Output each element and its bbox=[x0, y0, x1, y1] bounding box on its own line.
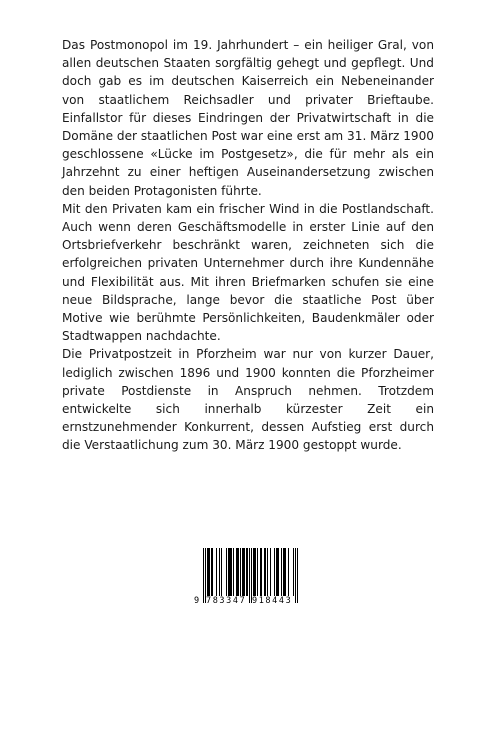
barcode-bar bbox=[238, 548, 239, 596]
barcode-bar bbox=[277, 548, 278, 596]
barcode-bar bbox=[211, 548, 212, 596]
barcode-bar bbox=[244, 548, 245, 596]
barcode-bar bbox=[242, 548, 243, 596]
barcode-bar bbox=[288, 548, 289, 596]
barcode-bar bbox=[229, 548, 230, 596]
barcode-bar bbox=[283, 548, 284, 596]
barcode-bar bbox=[228, 548, 229, 596]
barcode-bar bbox=[264, 548, 265, 596]
barcode-bar bbox=[274, 548, 275, 596]
barcode-bar bbox=[212, 548, 213, 596]
isbn-barcode bbox=[194, 548, 304, 612]
barcode-bar bbox=[285, 548, 286, 596]
barcode-bar bbox=[221, 548, 222, 596]
barcode-bar bbox=[207, 548, 208, 596]
paragraph-1: Das Postmonopol im 19. Jahrhundert – ein heiliger Gral, von allen deutschen Staaten sorgfältig gehegt und gepflegt. Und doch gab es im deutschen Kaiserreich ein Nebeneinander von staatlichem Reichsadler und privater Brieftaube. Einfallstor für dieses Eindringen der Privatwirtschaft in die Domäne der staatlichen Post war eine erst am 31. März 1900 geschlossene «Lücke im Postgesetz», die für mehr als ein Jahrzehnt zu einer heftigen Auseinandersetzung zwischen den beiden Protagonisten führte. bbox=[62, 38, 434, 198]
barcode-bar bbox=[278, 548, 279, 596]
paragraph-2: Mit den Privaten kam ein frischer Wind in die Postlandschaft. Auch wenn deren Geschäftsmodelle in erster Linie auf den Ortsbriefverkehr beschränkt waren, zeichneten sich die erfolgreichen privaten Unternehmer durch ihre Kundennähe und Flexibilität aus. Mit ihren Briefmarken schufen sie eine neue Bildsprache, lange bevor die staatliche Post über Motive wie berühmte Persönlichkeiten, Baudenkmäler oder Stadtwappen nachdachte. bbox=[62, 201, 434, 344]
barcode-bar bbox=[246, 548, 247, 596]
paragraph-3: Die Privatpostzeit in Pforzheim war nur von kurzer Dauer, lediglich zwischen 1896 und 1900 konnten die Pforzheimer private Postdienste in Anspruch nehmen. Trotzdem entwickelte sich innerhalb kürzester Zeit ein ernstzunehmender Konkurrent, dessen Aufstieg erst durch die Verstaatlichung zum 30. März 1900 gestoppt wurde. bbox=[62, 347, 434, 453]
barcode-bar bbox=[243, 548, 244, 596]
barcode-bar bbox=[208, 548, 209, 596]
barcode-bar bbox=[209, 548, 210, 596]
barcode-bar bbox=[216, 548, 217, 596]
barcode-right-digits: 918443 bbox=[252, 596, 293, 606]
barcode-first-digit: 9 bbox=[194, 596, 200, 606]
barcode-bar bbox=[219, 548, 220, 596]
barcode-bar bbox=[260, 548, 261, 596]
barcode-bar bbox=[233, 548, 234, 596]
barcode-guard-bar bbox=[203, 548, 204, 603]
blurb-text bbox=[62, 36, 434, 455]
barcode-bar bbox=[257, 548, 258, 596]
barcode-bar bbox=[293, 548, 294, 596]
barcode-bar bbox=[226, 548, 227, 596]
barcode-bar bbox=[261, 548, 262, 596]
barcode-guard-bar bbox=[295, 548, 296, 603]
barcode-bar bbox=[276, 548, 277, 596]
barcode-bar bbox=[284, 548, 285, 596]
barcode-bar bbox=[247, 548, 248, 596]
barcode-guard-bar bbox=[251, 548, 252, 603]
barcode-bar bbox=[237, 548, 238, 596]
barcode-guard-bar bbox=[249, 548, 250, 603]
barcode-bar bbox=[236, 548, 237, 596]
barcode-bar bbox=[253, 548, 254, 596]
barcode-bar bbox=[270, 548, 271, 596]
barcode-bar bbox=[255, 548, 256, 596]
barcode-guard-bar bbox=[205, 548, 206, 603]
barcode-bar bbox=[240, 548, 241, 596]
barcode-bar bbox=[267, 548, 268, 596]
barcode-left-digits: 783347 bbox=[206, 596, 247, 606]
barcode-guard-bar bbox=[297, 548, 298, 603]
barcode-bar bbox=[265, 548, 266, 596]
barcode-bar bbox=[281, 548, 282, 596]
barcode-bar bbox=[231, 548, 232, 596]
barcode-bar bbox=[254, 548, 255, 596]
barcode-bar bbox=[230, 548, 231, 596]
